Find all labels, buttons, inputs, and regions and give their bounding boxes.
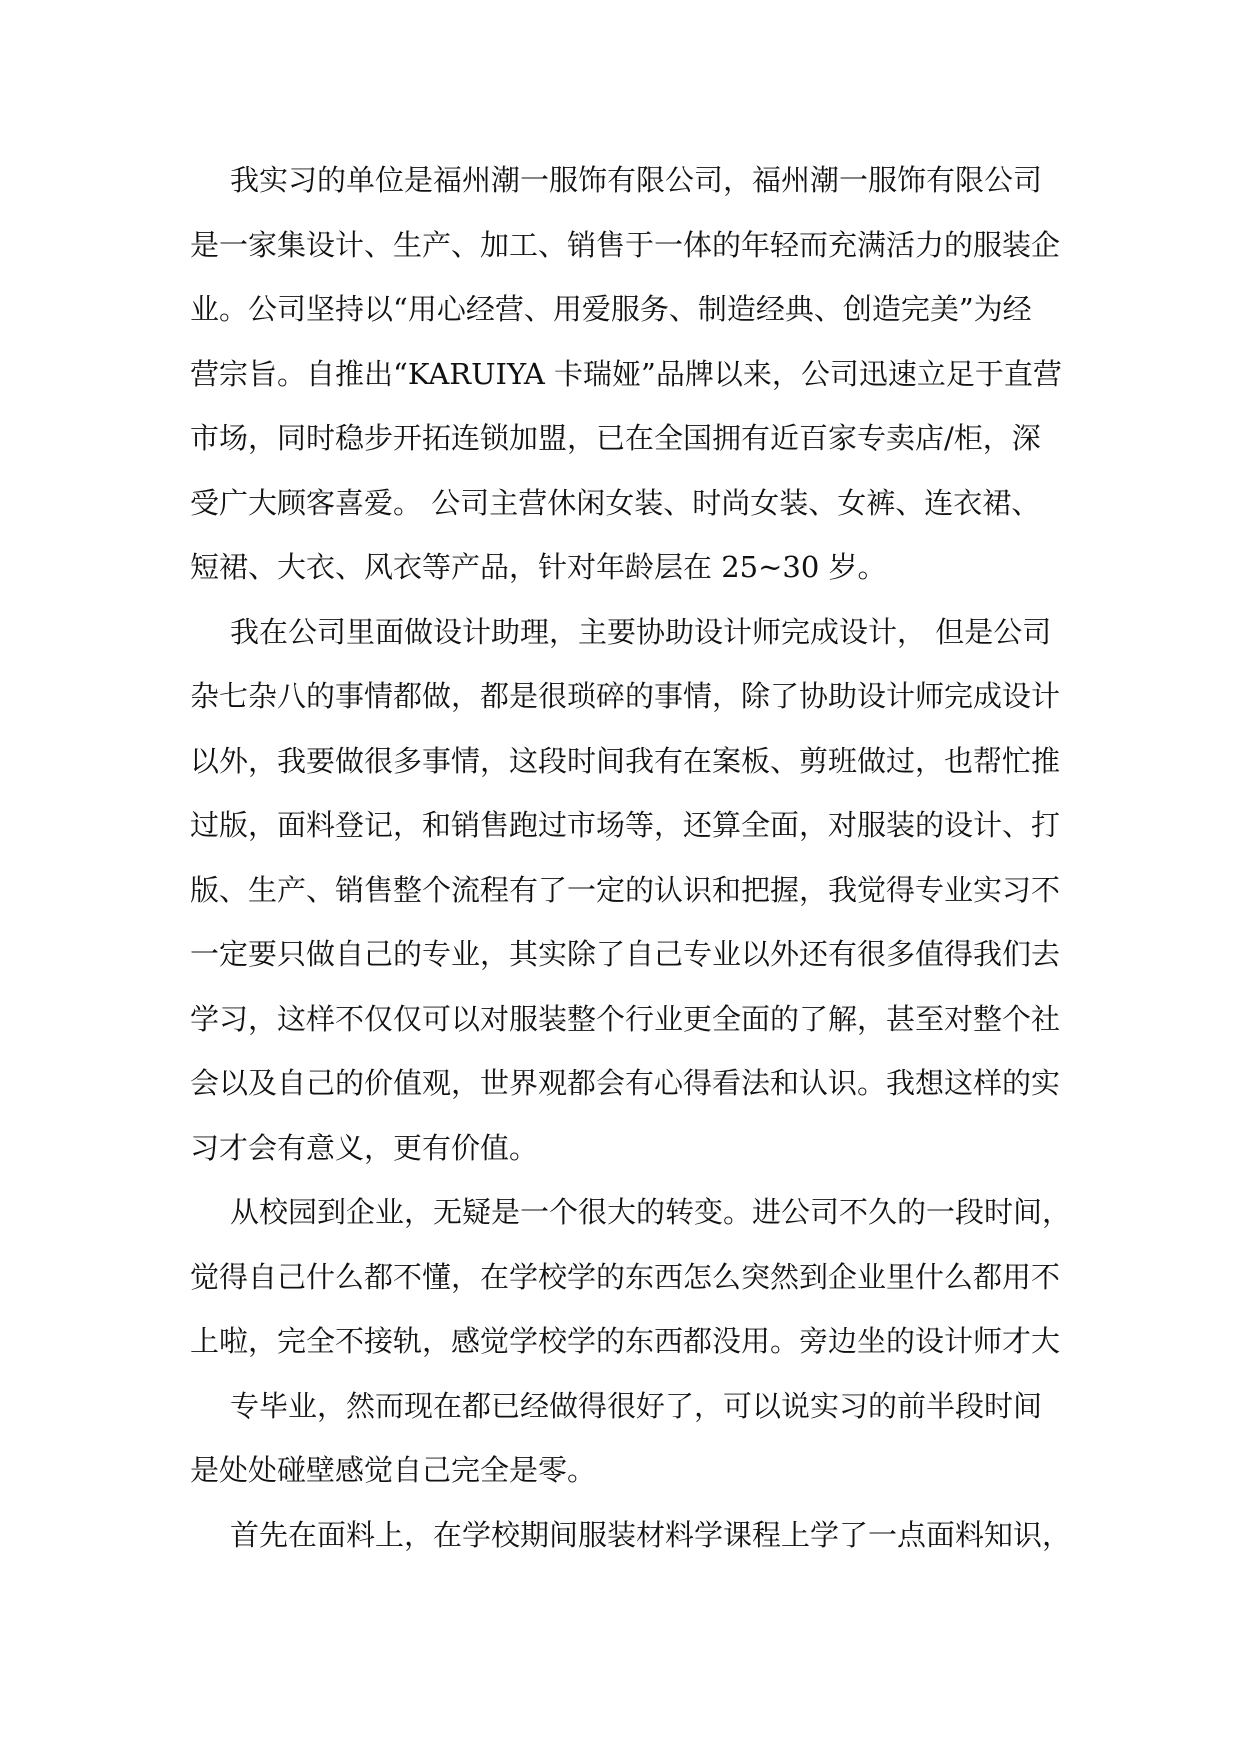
paragraph-line: 会以及自己的价值观，世界观都会有心得看法和认识。我想这样的实 [190, 1066, 1061, 1100]
paragraph-line: 我在公司里面做设计助理，主要协助设计师完成设计， 但是公司 [230, 614, 1052, 649]
paragraph-line: 首先在面料上，在学校期间服装材料学课程上学了一点面料知识， [230, 1517, 1072, 1552]
paragraph-line: 我实习的单位是福州潮一服饰有限公司，福州潮一服饰有限公司 [230, 163, 1043, 197]
paragraph-line: 过版，面料登记，和销售跑过市场等，还算全面，对服装的设计、打 [190, 808, 1061, 842]
paragraph-line: 觉得自己什么都不懂，在学校学的东西怎么突然到企业里什么都用不 [190, 1259, 1061, 1294]
paragraph-line: 上啦，完全不接轨，感觉学校学的东西都没用。旁边坐的设计师才大 [190, 1324, 1061, 1358]
paragraph-line: 营宗旨。自推出“KARUIYA 卡瑞娅”品牌以来，公司迅速立足于直营 [190, 356, 1062, 391]
paragraph-line: 学习，这样不仅仅可以对服装整个行业更全面的了解，甚至对整个社 [190, 1001, 1061, 1036]
paragraph-line: 以外，我要做很多事情，这段时间我有在案板、剪班做过，也帮忙推 [190, 743, 1061, 778]
paragraph-line: 专毕业，然而现在都已经做得很好了，可以说实习的前半段时间 [230, 1388, 1043, 1423]
paragraph-line: 是处处碰壁感觉自己完全是零。 [190, 1453, 597, 1487]
paragraph-line: 短裙、大衣、风衣等产品，针对年龄层在 25~30 岁。 [190, 550, 887, 584]
document-body [190, 160, 1070, 1579]
paragraph-line: 习才会有意义，更有价值。 [190, 1130, 539, 1165]
paragraph-line: 从校园到企业，无疑是一个很大的转变。进公司不久的一段时间， [230, 1195, 1072, 1229]
paragraph-line: 版、生产、销售整个流程有了一定的认识和把握，我觉得专业实习不 [190, 872, 1061, 907]
paragraph-line: 业。公司坚持以“用心经营、用爱服务、制造经典、创造完美”为经 [190, 292, 1032, 326]
paragraph-line: 一定要只做自己的专业，其实除了自己专业以外还有很多值得我们去 [190, 937, 1061, 971]
paragraph-line: 是一家集设计、生产、加工、销售于一体的年轻而充满活力的服装企 [190, 227, 1061, 262]
paragraph-line: 受广大顾客喜爱。 公司主营休闲女装、时尚女装、女裤、连衣裙、 [190, 485, 1041, 520]
paragraph-line: 市场，同时稳步开拓连锁加盟，已在全国拥有近百家专卖店/柜，深 [190, 421, 1041, 455]
paragraph-line: 杂七杂八的事情都做，都是很琐碎的事情，除了协助设计师完成设计 [190, 679, 1061, 713]
